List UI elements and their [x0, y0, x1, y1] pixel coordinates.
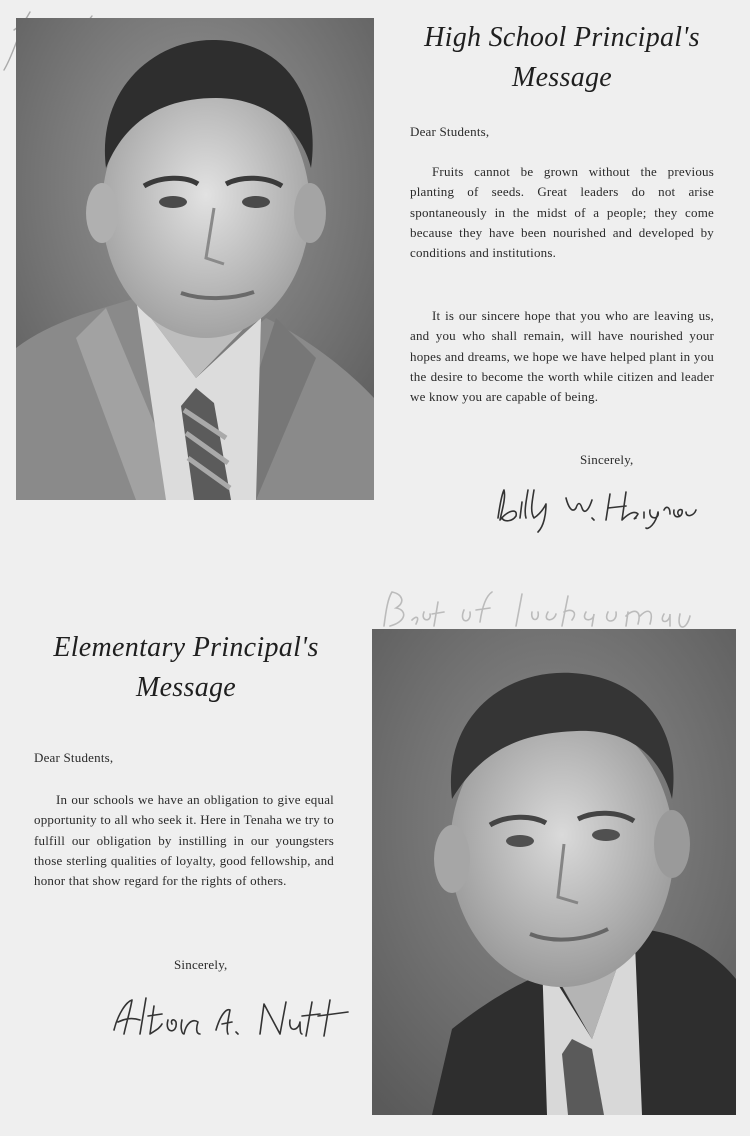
elementary-paragraph-1: In our schools we have an obligation to give equal opportunity to all who seek it. Here in Tenaha we try to fulfill our obligation by instilling in our youngsters those sterling qualities of loyalty, good fellowship, and honor that show regard for the rights of others. [34, 792, 334, 889]
high-school-paragraph-1: Fruits cannot be grown without the previous planting of seeds. Great leaders do not arise spontaneously in the midst of a people; they come because they have been nourished and developed by conditions and institutions. [410, 164, 714, 261]
elementary-salutation: Dear Students, [34, 750, 114, 765]
high-school-paragraph-2: It is our sincere hope that you who are leaving us, and you who shall remain, will have nourished your hopes and dreams, we hope we have helped plant in you the desire to become the worth while citizen and leader we know you are capable of being. [410, 308, 714, 405]
high-school-title-line1: High School Principal's [424, 22, 700, 53]
high-school-message-title [392, 18, 732, 98]
high-school-title-line2: Message [511, 62, 613, 93]
elementary-principal-photo [372, 629, 736, 1115]
elementary-closing: Sincerely, [174, 957, 228, 972]
elementary-title-line2: Message [135, 672, 237, 703]
elementary-title-line1: Elementary Principal's [53, 632, 319, 663]
high-school-principal-signature [488, 484, 698, 534]
high-school-closing: Sincerely, [580, 452, 634, 467]
high-school-salutation: Dear Students, [410, 124, 490, 139]
elementary-principal-signature [104, 990, 352, 1044]
high-school-principal-photo [16, 18, 374, 500]
elementary-message-title [16, 628, 356, 708]
